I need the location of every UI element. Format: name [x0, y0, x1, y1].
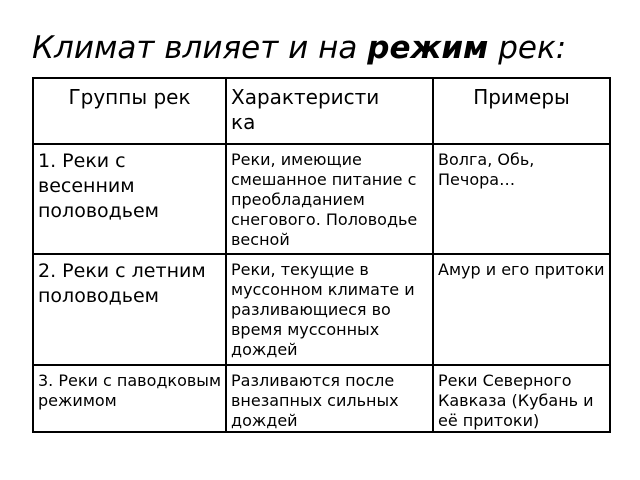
characteristic-text: Разливаются после внезапных сильных дождей: [231, 371, 399, 430]
characteristic-text: Реки, имеющие смешанное питание с преобладанием снегового. Половодье весной: [231, 150, 418, 249]
table-row: [33, 254, 610, 365]
river-regime-table: [32, 77, 611, 433]
title-emphasis: режим: [367, 30, 489, 66]
characteristic-cell: [226, 144, 433, 254]
header-examples-label: Примеры: [473, 85, 570, 109]
group-cell: [33, 365, 226, 432]
title-part-1: Климат влияет и на: [32, 30, 368, 66]
examples-cell: [433, 365, 610, 432]
group-label: 2. Реки с летним половодьем: [38, 260, 206, 307]
header-cell-characteristic: [226, 78, 433, 144]
characteristic-text: Реки, текущие в муссонном климате и разливающиеся во время муссонных дождей: [231, 260, 415, 359]
group-label: 1. Реки с весенним половодьем: [38, 150, 159, 222]
characteristic-cell: [226, 254, 433, 365]
table-row: [33, 144, 610, 254]
header-cell-examples: [433, 78, 610, 144]
examples-text: Реки Северного Кавказа (Кубань и её притоки): [438, 371, 594, 430]
header-groups-label: Группы рек: [68, 85, 191, 109]
examples-text: Волга, Обь, Печора…: [438, 150, 535, 189]
examples-cell: [433, 144, 610, 254]
group-cell: [33, 254, 226, 365]
table-row: [33, 365, 610, 432]
title-part-2: рек:: [488, 30, 567, 66]
examples-cell: [433, 254, 610, 365]
examples-text: Амур и его притоки: [438, 260, 605, 279]
table-header-row: [33, 78, 610, 144]
slide-title: [32, 28, 566, 68]
group-label: 3. Реки с паводковым режимом: [38, 371, 222, 410]
group-cell: [33, 144, 226, 254]
header-cell-groups: [33, 78, 226, 144]
header-characteristic-label: Характеристи ка: [231, 85, 380, 134]
characteristic-cell: [226, 365, 433, 432]
